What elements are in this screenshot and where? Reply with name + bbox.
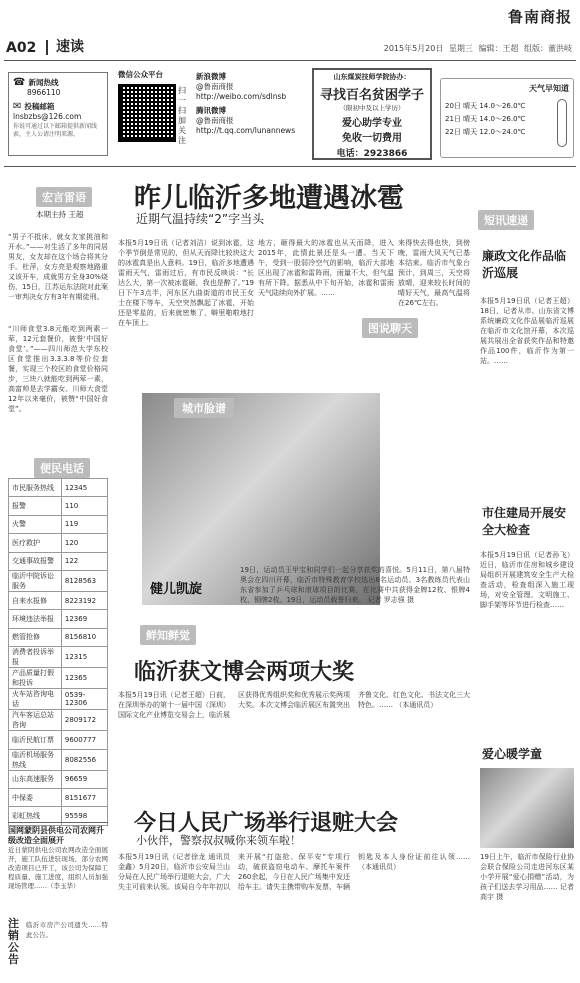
service-name: 临沂中院诉讼服务 bbox=[9, 570, 62, 591]
table-row bbox=[9, 710, 108, 731]
sina-weibo-name: @鲁南商报 bbox=[196, 82, 234, 91]
tab-chat: 图说聊天 bbox=[362, 318, 418, 338]
service-name: 消费者投诉举报 bbox=[9, 647, 62, 668]
sina-weibo-label: 新浪微博 bbox=[196, 72, 226, 81]
service-number: 119 bbox=[61, 515, 107, 533]
tab-service: 便民电话 bbox=[34, 458, 90, 478]
sina-weibo-url: http://weibo.com/sdlnsb bbox=[196, 92, 287, 101]
weather-row: 21日 晴天 14.0～26.0℃ bbox=[445, 115, 526, 123]
service-name: 临沂民航订票 bbox=[9, 731, 62, 749]
service-number: 96659 bbox=[61, 770, 107, 788]
rally-subhead: 小伙伴，警察叔叔喊你来领车啦！ bbox=[136, 834, 301, 847]
expo-text: 本报5月19日讯（记者王超）日前，在深圳举办的第十一届中国（深圳）国际文化产业博览交易会上，临沂展区获得优秀组织奖和优秀展示奖两项大奖。本次文博会临沂展区布置突出齐鲁文化、红色文化、书法文化三大特色。…… （本通讯员） bbox=[118, 691, 470, 719]
service-name: 医疗救护 bbox=[9, 534, 62, 552]
service-number: 8128563 bbox=[61, 570, 107, 591]
service-number: 2809172 bbox=[61, 710, 107, 731]
paper-name: 鲁南商报 bbox=[507, 8, 572, 26]
page-number: A02 bbox=[6, 40, 37, 56]
wechat-label: 微信公众平台 bbox=[118, 70, 163, 79]
weibo-box bbox=[196, 72, 308, 136]
wechat-qr-code bbox=[118, 84, 176, 142]
service-name: 产品质量打假和投诉 bbox=[9, 668, 62, 689]
power-ad-title: 国网蒙阴县供电公司农网升级改造全面展开 bbox=[8, 826, 104, 845]
mail-icon: ✉ bbox=[13, 101, 22, 112]
hotline-box bbox=[8, 72, 108, 156]
tab-city-faces: 城市脸谱 bbox=[174, 398, 234, 418]
service-name: 环境违法举报 bbox=[9, 610, 62, 628]
table-row bbox=[9, 668, 108, 689]
brief-1-headline: 廉政文化作品临沂巡展 bbox=[482, 249, 567, 280]
hail-col-3: 来得快去得也快，到傍晚，雷雨大风天气已基本结束。临沂市气象台预计，到周三，天空将放晴，迎来较长时间的晴好天气，最高气温将在26℃左右。 bbox=[398, 239, 470, 307]
tab-briefs: 短讯速递 bbox=[478, 210, 534, 230]
table-row bbox=[9, 591, 108, 609]
table-row bbox=[9, 770, 108, 788]
service-name: 火车站咨询电话 bbox=[9, 689, 62, 710]
brief-1-text: 本报5月19日讯（记者王超）18日，记者从市、山东省文博系统廉政文化作品展临沂巡展在临沂市文化馆开幕，本次巡展共展出全省获奖作品和特邀作品100件，临沂作为第一站。…… bbox=[480, 297, 574, 365]
service-number: 12345 bbox=[61, 479, 107, 497]
table-row bbox=[9, 628, 108, 646]
header-rule bbox=[4, 60, 576, 61]
quotes-byline: 本期主持 王超 bbox=[36, 210, 84, 219]
hail-col-2: 地方，砸得最大的冰雹也从天而降，进入2015年，此情此景还是头一遭。当天下午，受到一股弱冷空气的影响，临沂大部地区出现了冰雹和雷阵雨，雨量不大，但气温有所下降。据悉从中下旬开始，冰雹和雷雨天气陆续向外扩展。…… bbox=[258, 239, 394, 297]
table-row bbox=[9, 534, 108, 552]
expo-headline: 临沂获文博会两项大奖 bbox=[134, 660, 355, 685]
ad-sub: （限初中及以上学历） bbox=[339, 104, 405, 112]
ad-big-title: 寻找百名贫困学子 bbox=[319, 88, 424, 103]
service-name: 临沂机场服务热线 bbox=[9, 749, 62, 770]
tab-love: 爱心暖学童 bbox=[482, 747, 543, 761]
table-row bbox=[9, 515, 108, 533]
service-name: 自来水报修 bbox=[9, 591, 62, 609]
service-name: 燃管抢修 bbox=[9, 628, 62, 646]
tencent-weibo-url: http://t.qq.com/lunannews bbox=[196, 126, 296, 135]
service-phone-table bbox=[8, 478, 108, 826]
service-number: 12365 bbox=[61, 668, 107, 689]
table-row bbox=[9, 647, 108, 668]
ad-sponsor: 山东煤炭技师学院协办： bbox=[333, 73, 411, 81]
ad-phone: 电话：2923866 bbox=[336, 149, 408, 159]
service-number: 8223192 bbox=[61, 591, 107, 609]
table-row bbox=[9, 610, 108, 628]
notice-title: 注销公告 bbox=[8, 917, 19, 966]
mail-address: lnsbzbs@126.com bbox=[13, 112, 82, 121]
table-row bbox=[9, 731, 108, 749]
power-ad bbox=[8, 822, 108, 910]
service-name: 彩虹热线 bbox=[9, 807, 62, 825]
service-name: 交通事故报警 bbox=[9, 552, 62, 570]
service-name: 汽车客运总站咨询 bbox=[9, 710, 62, 731]
power-ad-text: 近日蒙阴供电公司农网改造全面展开，施工队伍进驻现场，部分农网改造项目已开工，该公司为保障工程质量、施工进度，组织人员加强现场管理……（李玉华） bbox=[8, 846, 108, 890]
hail-col-1: 本报5月19日讯（记者刘洁）说到冰雹，这个季节倒是常见的，但从天而降比较块这大的冰雹真是出人意料。19日，临沂多地遭遇雷雨天气，雷雨过后，有市民反映说：“长达么大，第一次被冰雹砸，我也是醉了。”19日下午3点半，河东区九曲街道的市民王女士在楼下等车，天空突然飘起了冰雹，开始还是零星的，后来就密集了，噼里啪啦地打在车顶上。 bbox=[118, 239, 254, 327]
hotline-note: 你说可通过以下邮箱提供新闻线索，主人公请注明来源。 bbox=[13, 123, 98, 138]
table-row bbox=[9, 479, 108, 497]
service-number: 122 bbox=[61, 552, 107, 570]
brief-2-headline: 市住建局开展安全大检查 bbox=[482, 506, 567, 537]
rally-headline: 今日人民广场举行退赃大会 bbox=[134, 811, 399, 836]
brief-2-text: 本报5月19日讯（记者孙飞）近日，临沂市住房和城乡建设局组织开展建筑安全生产大检查活动，检查组深入施工现场，对安全管理、文明施工、脚手架等环节进行检查…… bbox=[480, 551, 574, 609]
service-name: 山东高速服务 bbox=[9, 770, 62, 788]
wechat-side-text: 扫一扫 加关注 bbox=[178, 86, 186, 145]
thermometer-icon bbox=[557, 99, 567, 147]
hail-subhead: 近期气温持续“2”字当头 bbox=[136, 212, 265, 226]
service-number: 9600777 bbox=[61, 731, 107, 749]
tab-quotes: 宏言雷语 bbox=[36, 187, 92, 207]
dateline: 2015年5月20日 星期三 编辑：王超 组版：董洪岐 bbox=[383, 44, 572, 53]
service-name: 市民服务热线 bbox=[9, 479, 62, 497]
news-hotline-label: 新闻热线 bbox=[28, 77, 59, 87]
service-number: 8082556 bbox=[61, 749, 107, 770]
table-row bbox=[9, 788, 108, 806]
mail-label: 投稿邮箱 bbox=[24, 101, 55, 111]
weather-row: 20日 晴天 14.0～26.0℃ bbox=[445, 102, 526, 110]
weather-box bbox=[440, 78, 574, 158]
news-hotline-number: 8966110 bbox=[27, 88, 61, 97]
hail-headline: 昨儿临沂多地遭遇冰雹 bbox=[134, 183, 404, 214]
photo-caption: 19日，运动员王甲宝和同学们一起分享获奖的喜悦。5月11日，第八届特奥会在四川开幕，临沂市特殊教育学校选出8名运动员、3名教练员代表山东省参加了乒乓球和滚球项目的比赛，在比赛中共获得金牌12枚、银牌4枚、铜牌2枚。19日，运动员载誉归来。 记者 罗志强 摄 bbox=[240, 566, 470, 604]
tencent-weibo-label: 腾讯微博 bbox=[196, 106, 226, 115]
tab-news-fresh: 鲜知鲜觉 bbox=[140, 625, 196, 645]
weather-row: 22日 晴天 12.0～24.0℃ bbox=[445, 128, 526, 136]
service-number: 120 bbox=[61, 534, 107, 552]
photo-title: 健儿凯旋 bbox=[150, 582, 203, 597]
quote-1: “男子不抵床，就女友家挑油和开水。”——对生活了多年的同居男友，女友却在这个场合将其分手。杜萍，女方亮是观察地路重又该开车，成就男方全身30%烧伤，15日，江苏运东法院对此案一审判决女方有3年有期徒刑。 bbox=[8, 233, 108, 301]
ad-line1: 爱心助学专业 bbox=[342, 118, 402, 129]
weather-title: 天气早知道 bbox=[529, 84, 569, 93]
notice-text: 临沂市房产公司遗失……特此公告。 bbox=[26, 921, 108, 939]
service-name: 火警 bbox=[9, 515, 62, 533]
service-name: 中保委 bbox=[9, 788, 62, 806]
service-number: 8156810 bbox=[61, 628, 107, 646]
love-text: 19日上午，临沂市保险行业协会联合保险公司走进河东区某小学开展“爱心捐赠”活动，为孩子们送去学习用品…… 记者 高宇 摄 bbox=[480, 853, 574, 901]
service-number: 0539-12306 bbox=[61, 689, 107, 710]
service-number: 12369 bbox=[61, 610, 107, 628]
table-row bbox=[9, 552, 108, 570]
service-name: 报警 bbox=[9, 497, 62, 515]
table-row bbox=[9, 570, 108, 591]
ad-line2: 免收一切费用 bbox=[342, 133, 402, 144]
table-row bbox=[9, 689, 108, 710]
service-number: 95598 bbox=[61, 807, 107, 825]
phone-icon: ☎ bbox=[13, 77, 26, 88]
quote-2: “川师食堂3.8元能吃到两素一荤，12元套餐价，被誉‘中国好食堂’。”——四川师范大学东校区食堂推出3.3.3.8等价位套餐，实现三个校区的食堂价格同步，三块八就能吃到两荤一素，高富帅是去学霸女、川师大食堂12年以来毫价，被赞“中国好食堂”。 bbox=[8, 325, 108, 413]
student-aid-ad bbox=[312, 68, 432, 160]
section-name: 速读 bbox=[46, 40, 84, 55]
photo-donation bbox=[480, 768, 574, 848]
table-row bbox=[9, 497, 108, 515]
table-row bbox=[9, 749, 108, 770]
service-number: 110 bbox=[61, 497, 107, 515]
service-number: 12315 bbox=[61, 647, 107, 668]
service-number: 8151677 bbox=[61, 788, 107, 806]
rule bbox=[4, 166, 576, 167]
tencent-weibo-name: @鲁南商报 bbox=[196, 116, 234, 125]
rally-text: 本报5月19日讯（记者徐龙 通讯员金鑫）5月20日，临沂市公安局兰山分局在人民广场举行退赃大会，广大失主可前来认领。该局自今年年初以来开展“打盗抢、保平安”专项行动，破获盗窃电动车、摩托车案件260余起，今日在人民广场集中发还给车主。请失主携带购车发票、车辆钥匙及本人身份证前往认领…… （本通讯员） bbox=[118, 853, 470, 891]
